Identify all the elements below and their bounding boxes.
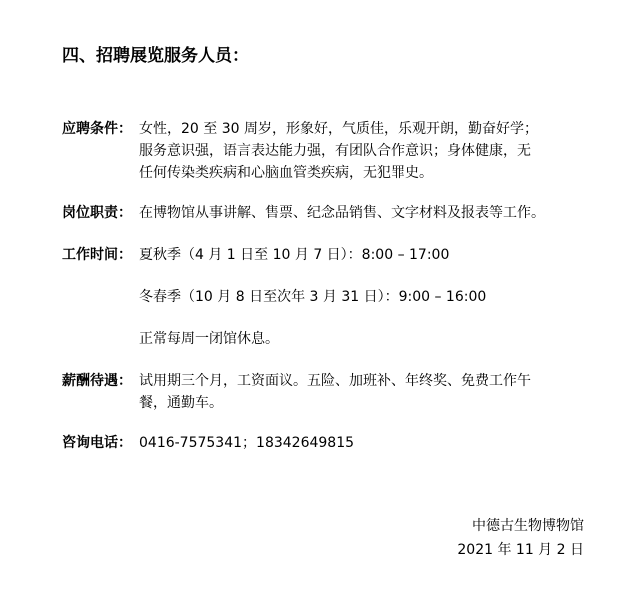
- benefits-line: 餐，通勤车。: [139, 395, 223, 411]
- contact-label: 咨询电话：: [62, 435, 132, 451]
- signature-block: [457, 514, 584, 562]
- benefits-label: 薪酬待遇：: [62, 373, 132, 389]
- hours-text: [139, 244, 585, 266]
- duties-label: 岗位职责：: [62, 205, 132, 221]
- organization-name: 中德古生物博物馆: [472, 518, 584, 534]
- contact-phones: 0416-7575341；18342649815: [139, 435, 355, 451]
- requirements-line: 任何传染类疾病和心脑血管类疾病，无犯罪史。: [139, 165, 433, 181]
- benefits-text: [139, 370, 585, 414]
- requirements-line: 服务意识强，语言表达能力强，有团队合作意识；身体健康，无: [139, 143, 531, 159]
- section-heading: 四、招聘展览服务人员：: [62, 46, 249, 66]
- hours-closure: 正常每周一闭馆休息。: [139, 331, 279, 347]
- requirements-line: 女性，20 至 30 周岁，形象好，气质佳，乐观开朗，勤奋好学；: [139, 121, 538, 137]
- hours-closure-text: [139, 328, 585, 350]
- hours-winter-text: [139, 286, 585, 308]
- hours-summer-autumn: 夏秋季（4 月 1 日至 10 月 7 日）：8:00 – 17:00: [139, 247, 450, 263]
- requirements-text: [139, 118, 585, 184]
- contact-text: [139, 432, 585, 454]
- hours-label: 工作时间：: [62, 247, 132, 263]
- duties-line: 在博物馆从事讲解、售票、纪念品销售、文字材料及报表等工作。: [139, 205, 545, 221]
- duties-text: [139, 202, 585, 224]
- requirements-label: 应聘条件：: [62, 121, 132, 137]
- hours-winter-spring: 冬春季（10 月 8 日至次年 3 月 31 日）：9:00 – 16:00: [139, 289, 487, 305]
- benefits-line: 试用期三个月，工资面议。五险、加班补、年终奖、免费工作午: [139, 373, 531, 389]
- document-date: 2021 年 11 月 2 日: [457, 542, 584, 558]
